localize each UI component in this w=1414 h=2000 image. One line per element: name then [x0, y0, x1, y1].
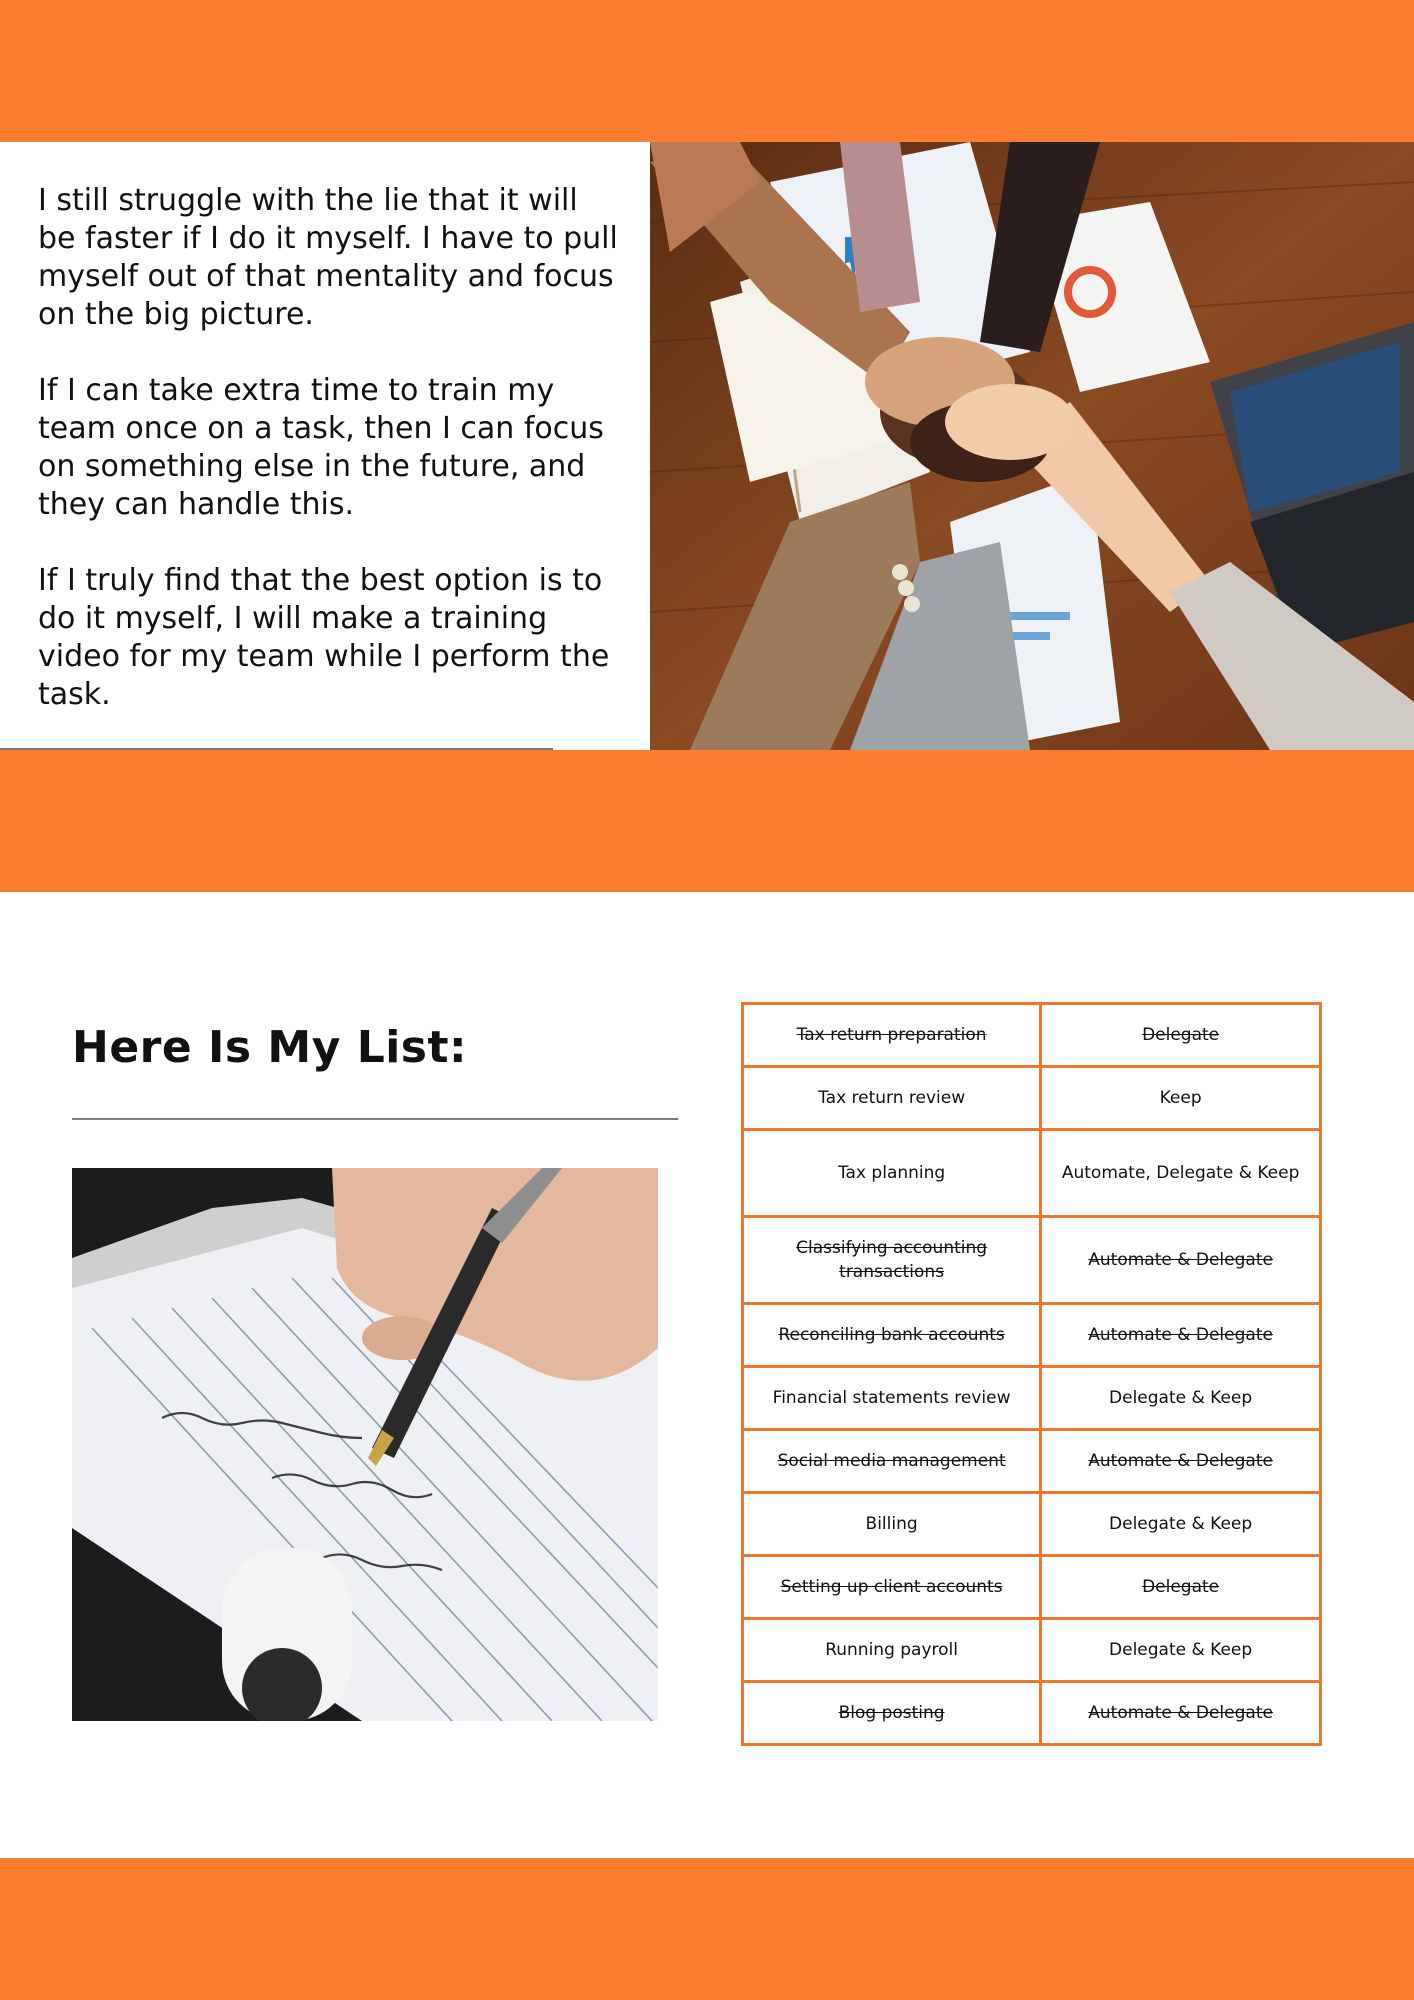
bottom-orange-band [0, 1858, 1414, 2000]
list-divider [72, 1118, 678, 1120]
task-cell: Billing [743, 1493, 1041, 1556]
task-cell: Tax return preparation [743, 1004, 1041, 1067]
table-row [743, 1304, 1321, 1367]
action-cell: Delegate & Keep [1041, 1493, 1321, 1556]
table-row [743, 1217, 1321, 1304]
action-cell: Automate & Delegate [1041, 1430, 1321, 1493]
task-cell: Tax return review [743, 1067, 1041, 1130]
intro-paragraph-1: I still struggle with the lie that it will be faster if I do it myself. I have to pull myself out of that mentality and focus on the big picture. [38, 183, 618, 332]
action-cell: Delegate & Keep [1041, 1619, 1321, 1682]
table-row [743, 1004, 1321, 1067]
team-hands-photo [650, 142, 1414, 750]
middle-orange-band [0, 750, 1414, 892]
task-table [741, 1002, 1322, 1746]
table-row [743, 1619, 1321, 1682]
task-cell: Setting up client accounts [743, 1556, 1041, 1619]
writing-photo [72, 1168, 658, 1721]
table-row [743, 1130, 1321, 1217]
task-cell: Reconciling bank accounts [743, 1304, 1041, 1367]
action-cell: Automate & Delegate [1041, 1682, 1321, 1745]
table-row [743, 1682, 1321, 1745]
task-cell: Tax planning [743, 1130, 1041, 1217]
task-cell: Classifying accounting transactions [743, 1217, 1041, 1304]
action-cell: Keep [1041, 1067, 1321, 1130]
action-cell: Delegate [1041, 1556, 1321, 1619]
intro-paragraph-2: If I can take extra time to train my team once on a task, then I can focus on something else in the future, and they can handle this. [38, 373, 604, 522]
task-cell: Blog posting [743, 1682, 1041, 1745]
task-cell: Social media management [743, 1430, 1041, 1493]
action-cell: Automate & Delegate [1041, 1304, 1321, 1367]
table-row [743, 1493, 1321, 1556]
task-cell: Financial statements review [743, 1367, 1041, 1430]
intro-paragraph-3: If I truly find that the best option is to do it myself, I will make a training video for my team while I perform the task. [38, 563, 610, 712]
action-cell: Automate & Delegate [1041, 1217, 1321, 1304]
intro-text [38, 182, 618, 714]
action-cell: Automate, Delegate & Keep [1041, 1130, 1321, 1217]
table-row [743, 1556, 1321, 1619]
table-row [743, 1430, 1321, 1493]
table-row [743, 1067, 1321, 1130]
action-cell: Delegate & Keep [1041, 1367, 1321, 1430]
action-cell: Delegate [1041, 1004, 1321, 1067]
table-row [743, 1367, 1321, 1430]
top-orange-band [0, 0, 1414, 142]
task-cell: Running payroll [743, 1619, 1041, 1682]
list-title: Here Is My List: [72, 1022, 468, 1073]
